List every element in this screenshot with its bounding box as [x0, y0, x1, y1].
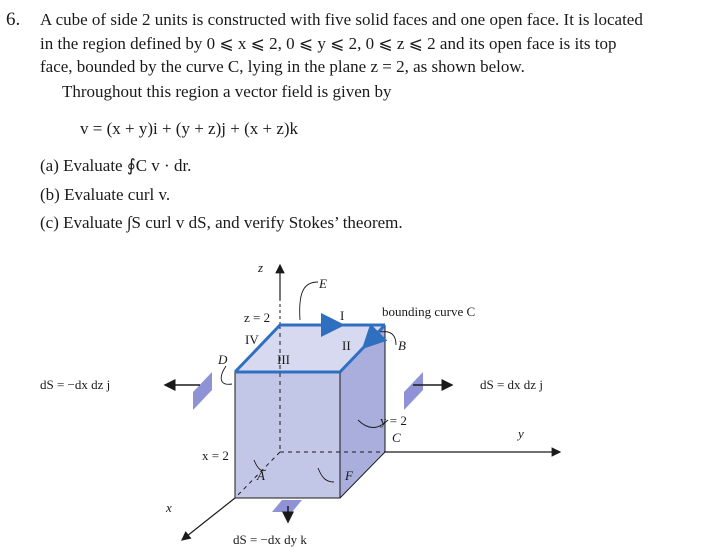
- part-b: (b) Evaluate curl v.: [40, 185, 171, 204]
- label-segment-II: II: [342, 338, 351, 353]
- part-c: (c) Evaluate ∫S curl v dS, and verify Stokes’ theorem.: [40, 213, 403, 232]
- label-z-equals-2: z = 2: [244, 310, 271, 325]
- label-E: E: [319, 276, 327, 291]
- label-C: C: [392, 430, 401, 445]
- leader-E: [300, 282, 318, 320]
- label-segment-IV: IV: [245, 332, 259, 347]
- problem-line-4: Throughout this region a vector field is given by: [62, 82, 392, 101]
- problem-line-1: A cube of side 2 units is constructed with five solid faces and one open face. It is located: [40, 10, 643, 29]
- problem-line-2: in the region defined by 0 ⩽ x ⩽ 2, 0 ⩽ y ⩽ 2, 0 ⩽ z ⩽ 2 and its open face is its top: [40, 34, 617, 53]
- label-dS-left: dS = −dx dz j: [40, 377, 111, 392]
- label-A: A: [257, 468, 265, 483]
- label-B: B: [398, 338, 406, 353]
- plate-bottom: [272, 500, 302, 512]
- label-axis-x: x: [166, 500, 172, 515]
- label-dS-bottom: dS = −dx dy k: [233, 532, 307, 547]
- leader-D: [221, 366, 232, 384]
- label-axis-y: y: [518, 426, 524, 441]
- label-segment-I: I: [340, 308, 345, 323]
- label-F: F: [345, 468, 353, 483]
- label-y-equals-2: y = 2: [380, 413, 407, 428]
- label-axis-z: z: [258, 260, 264, 275]
- vector-field-equation: v = (x + y)i + (y + z)j + (x + z)k: [80, 119, 299, 138]
- label-dS-right: dS = dx dz j: [480, 377, 543, 392]
- label-x-equals-2: x = 2: [202, 448, 229, 463]
- part-a: (a) Evaluate ∮C v · dr.: [40, 156, 192, 175]
- x-axis: [182, 498, 235, 540]
- label-segment-III: III: [277, 352, 290, 367]
- label-D: D: [218, 352, 228, 367]
- plate-left: [193, 372, 212, 410]
- problem-line-3: face, bounded by the curve C, lying in the plane z = 2, as shown below.: [40, 57, 525, 76]
- label-bounding-curve: bounding curve C: [382, 304, 476, 319]
- problem-number: 6.: [6, 9, 21, 30]
- plate-right: [404, 372, 423, 410]
